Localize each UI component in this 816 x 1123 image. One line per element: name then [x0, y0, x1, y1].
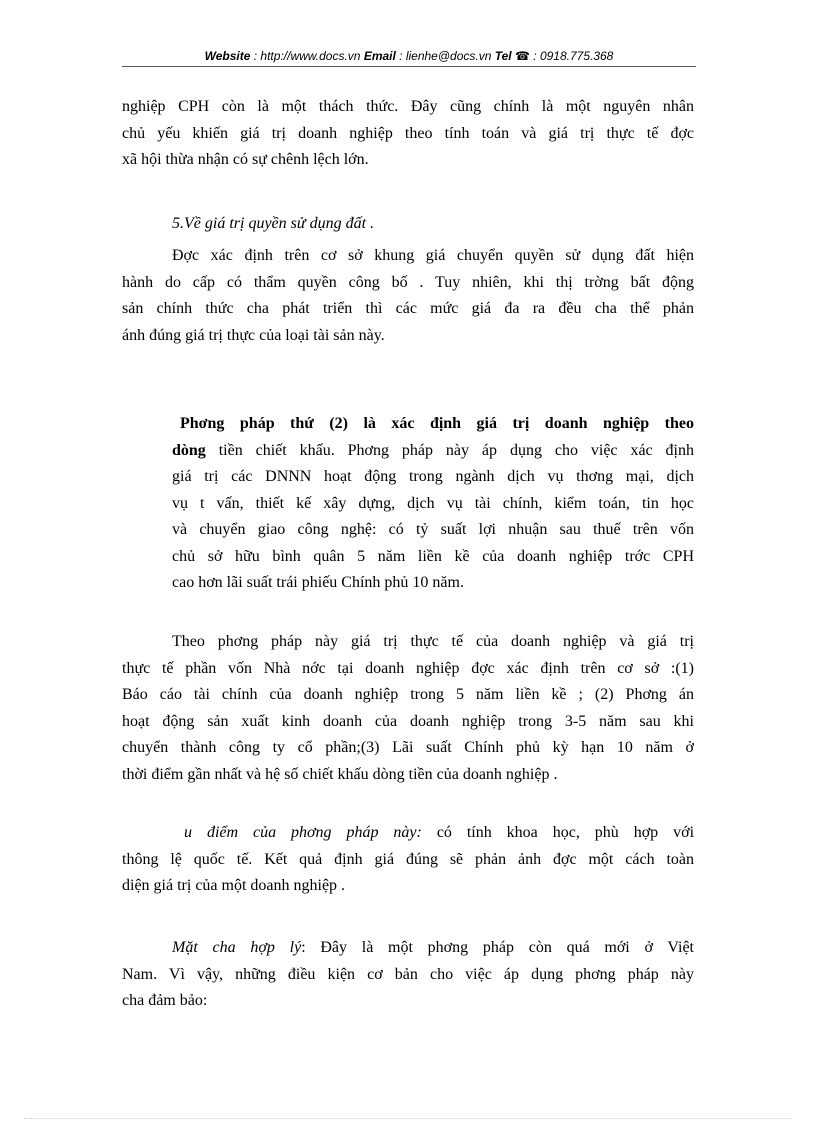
- text-line: sản chính thức cha phát triển thì các mức giá đa ra đều cha thể phản: [122, 300, 694, 317]
- text-line: Theo phơng pháp này giá trị thực tế của doanh nghiệp và giá trị: [172, 633, 694, 650]
- text-line: ánh đúng giá trị thực của loại tài sản này.: [122, 326, 385, 344]
- text-line: [122, 820, 694, 847]
- header-divider: [122, 66, 696, 67]
- text-line: [172, 411, 694, 438]
- paragraph-land-value: [122, 243, 694, 349]
- email-value: : lienhe@docs.vn: [395, 49, 495, 63]
- text-line: chủ sở hữu bình quân 5 năm liền kề của doanh nghiệp trớc CPH: [172, 547, 694, 565]
- bold-method-title-cont: dòng: [172, 441, 206, 459]
- page-header: [122, 48, 696, 66]
- text-line: và chuyển giao công nghệ: có tỷ suất lợi nhuận sau thuế trên vốn: [172, 521, 694, 538]
- text-line: cha đảm bảo:: [122, 992, 208, 1009]
- phone-icon: ☎: [514, 49, 530, 63]
- text-line: [172, 438, 694, 465]
- email-label: Email: [363, 49, 396, 63]
- heading-text: 5.Về giá trị quyền sử dụng đất .: [172, 215, 375, 232]
- text-line: diện giá trị của một doanh nghiệp .: [122, 877, 346, 894]
- section-heading-land-use: [172, 211, 572, 238]
- tel-value: : 0918.775.368: [529, 49, 614, 63]
- text-line: xã hội thừa nhận có sự chênh lệch lớn.: [122, 151, 369, 168]
- text-line: hành do cấp có thẩm quyền công bố . Tuy nhiên, khi thị trờng bất động: [122, 273, 694, 291]
- text-line: chuyển thành công ty cổ phần;(3) Lãi suất Chính phủ kỳ hạn 10 năm ở: [122, 739, 694, 756]
- text-line: nghiệp CPH còn là một thách thức. Đây cũng chính là một nguyên nhân: [122, 98, 694, 115]
- paragraph-disadvantages: [122, 935, 694, 1015]
- text-line: hoạt động sản xuất kinh doanh của doanh nghiệp trong 3-5 năm sau khi: [122, 712, 694, 730]
- paragraph-method-basis: [122, 629, 694, 788]
- website-label: Website: [204, 49, 251, 63]
- text-fragment: có tính khoa học, phù hợp với: [421, 824, 695, 841]
- tel-label: Tel: [494, 49, 512, 63]
- text-line: Đợc xác định trên cơ sở khung giá chuyển quyền sử dụng đất hiện: [172, 247, 694, 264]
- text-line: vụ t vấn, thiết kế xây dựng, dịch vụ tài chính, kiểm toán, tin học: [172, 494, 694, 512]
- website-value: : http://www.docs.vn: [250, 49, 364, 63]
- text-line: giá trị các DNNN hoạt động trong ngành dịch vụ thơng mại, dịch: [172, 468, 694, 485]
- text-line: cao hơn lãi suất trái phiếu Chính phủ 10 năm.: [172, 574, 464, 591]
- paragraph-advantages: [122, 820, 694, 900]
- text-fragment: tiền chiết khấu. Phơng pháp này áp dụng cho việc xác định: [205, 441, 694, 459]
- text-line: Báo cáo tài chính của doanh nghiệp trong 5 năm liền kề ; (2) Phơng án: [122, 686, 694, 703]
- text-fragment: : Đây là một phơng pháp còn quá mới ở Việt: [301, 939, 694, 956]
- italic-disadvantages-label: Mặt cha hợp lý: [172, 939, 302, 956]
- text-line: thời điểm gần nhất và hệ số chiết khấu dòng tiền của doanh nghiệp .: [122, 765, 558, 783]
- bold-method-title: Phơng pháp thứ (2) là xác định giá trị doanh nghiệp theo: [180, 415, 694, 432]
- italic-advantages-label: u điểm của phơng pháp này:: [184, 824, 422, 841]
- text-line: thực tế phần vốn Nhà nớc tại doanh nghiệp đợc xác định trên cơ sở :(1): [122, 659, 694, 677]
- text-line: [122, 935, 694, 962]
- paragraph-cph-challenge: [122, 94, 694, 174]
- text-line: thông lệ quốc tế. Kết quả định giá đúng sẽ phản ảnh đợc một cách toàn: [122, 850, 694, 868]
- text-line: Nam. Vì vậy, những điều kiện cơ bản cho việc áp dụng phơng pháp này: [122, 965, 694, 983]
- page-bottom-border: [24, 1118, 792, 1119]
- paragraph-method-2: [172, 411, 694, 597]
- text-line: chủ yếu khiến giá trị doanh nghiệp theo tính toán và giá trị thực tế đợc: [122, 124, 694, 142]
